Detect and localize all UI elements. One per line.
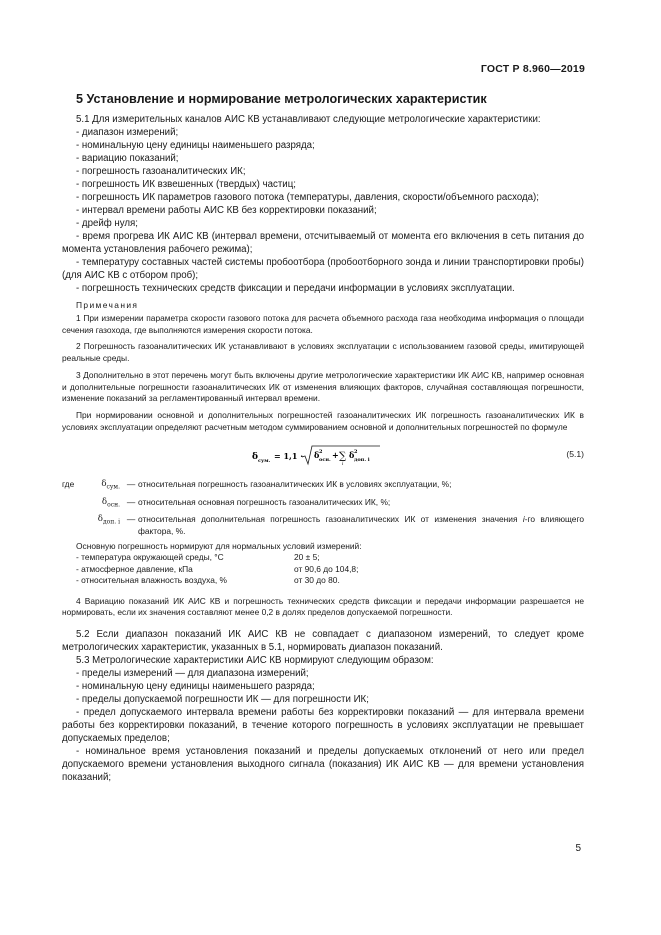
- clause-5-1-list: [62, 126, 584, 295]
- note-3-continuation: При нормировании основной и дополнительных погрешностей газоаналитических ИК погрешность газоаналитических ИК в условиях эксплуатации определяют расчетным методом суммированием основной и дополнительных погрешностей по формуле: [62, 409, 584, 432]
- section-title: 5 Установление и нормирование метрологических характеристик: [76, 92, 487, 106]
- condition-value: 20 ± 5;: [294, 552, 320, 563]
- condition-name: - атмосферное давление, кПа: [76, 563, 193, 574]
- formula-legend: [62, 479, 584, 537]
- legend-dash: —: [126, 514, 136, 525]
- legend-text-part: -го влияющего фактора, %.: [138, 514, 584, 536]
- clause-5-3-intro: 5.3 Метрологические характеристики АИС КВ нормируют следующим образом:: [76, 654, 434, 666]
- condition-name: - температура окружающей среды, °С: [76, 552, 224, 563]
- sum-sign: ∑: [339, 451, 347, 463]
- list-item: - интервал времени работы АИС КВ без корректировки показаний;: [76, 205, 377, 216]
- list-item: - температуру составных частей системы пробоотбора (пробоотборного зонда и линии транспортировки пробы) (для АИС КВ с отбором проб);: [62, 257, 584, 281]
- list-item: - дрейф нуля;: [76, 218, 138, 229]
- list-item: - погрешность ИК взвешенных (твердых) частиц;: [76, 179, 296, 190]
- legend-text: относительная погрешность газоаналитических ИК в условиях эксплуатации, %;: [138, 479, 452, 490]
- legend-text-italic: i: [522, 514, 525, 525]
- list-item: - номинальную цену единицы наименьшего разряда;: [76, 680, 315, 692]
- legend-text-part: относительная дополнительная погрешность газоаналитических ИК от изменения значения: [138, 514, 523, 525]
- normal-conditions-intro: Основную погрешность нормируют для нормальных условий измерений:: [76, 540, 362, 551]
- list-item: - пределы допускаемой погрешности ИК — для погрешности ИК;: [76, 693, 369, 705]
- sum-index: i: [342, 462, 344, 468]
- list-item: - номинальную цену единицы наименьшего разряда;: [76, 140, 315, 151]
- formula-term-2: δ: [349, 450, 355, 461]
- formula-term-1-sup: 2: [319, 449, 323, 456]
- legend-text: относительная основная погрешность газоаналитических ИК, %;: [138, 496, 391, 507]
- formula-lhs: δ: [252, 452, 259, 463]
- formula-term-1-sub: осн.: [319, 457, 331, 464]
- legend-row: [62, 514, 584, 537]
- formula-term-2-sub: доп. i: [354, 457, 370, 464]
- list-item: - вариацию показаний;: [76, 153, 179, 164]
- formula-plus: +: [332, 450, 339, 461]
- formula-lhs-sub: сум.: [258, 458, 271, 465]
- condition-name: - относительная влажность воздуха, %: [76, 575, 227, 586]
- condition-value: от 30 до 80.: [294, 575, 340, 586]
- legend-text: [138, 514, 584, 537]
- condition-row: [62, 564, 584, 575]
- legend-symbol: δ: [97, 514, 103, 525]
- legend-symbol-sub: осн.: [107, 501, 120, 509]
- legend-symbol-sub: доп. i: [102, 518, 120, 526]
- condition-row: [62, 552, 584, 563]
- condition-value: от 90,6 до 104,8;: [294, 563, 359, 574]
- list-item: - погрешность газоаналитических ИК;: [76, 166, 246, 177]
- list-item: - погрешность технических средств фиксации и передачи информации в условиях эксплуатации.: [76, 283, 515, 294]
- list-item: - погрешность ИК параметров газового потока (температуры, давления, скорости/объемного расхода);: [76, 192, 539, 203]
- equation-number: (5.1): [566, 449, 584, 460]
- note-4: 4 Вариацию показаний ИК АИС КВ и погрешность технических средств фиксации и передачи информации разрешается не нормировать, если их значения составляют менее 0,2 в долях пределов допускаемой погрешности.: [62, 595, 584, 618]
- list-item: - пределы измерений — для диапазона измерений;: [76, 667, 309, 679]
- clause-5-3-list: [62, 667, 584, 784]
- formula-5-1: [252, 443, 382, 467]
- list-item: - диапазон измерений;: [76, 127, 179, 138]
- note-3: 3 Дополнительно в этот перечень могут быть включены другие метрологические характеристики ИК АИС КВ, например основная и дополнительные погрешности газоаналитических ИК от изменения влияющих факторов, случайная составляющая погрешности, изменение показаний за регламентированный интервал времени.: [62, 369, 584, 404]
- legend-symbol: δ: [101, 496, 108, 507]
- clause-5-2: 5.2 Если диапазон показаний ИК АИС КВ не совпадает с диапазоном измерений, то следует кроме метрологических характеристик, указанных в 5.1, нормировать диапазон показаний.: [62, 628, 584, 653]
- document-body: [62, 113, 584, 784]
- list-item: - предел допускаемого интервала времени работы без корректировки показаний — для интервала времени работы без корректировки показаний, в течение которого погрешность в условиях эксплуатации не превышает допускаемых пределов;: [62, 706, 584, 744]
- formula-block: [62, 441, 584, 469]
- formula-coefficient: = 1,1 ·: [274, 451, 303, 462]
- legend-prefix: где: [62, 479, 75, 490]
- list-item: - номинальное время установления показаний и пределы допускаемых отклонений от него или предел допускаемого времени установления выходного сигнала (показания) ИК АИС КВ — для времени установления показаний;: [62, 745, 584, 783]
- legend-dash: —: [126, 496, 136, 507]
- note-1: 1 При измерении параметра скорости газового потока для расчета объемного расхода газа необходима информация о площади сечения газохода, где выполняются измерения скорости потока.: [62, 313, 584, 335]
- list-item: - время прогрева ИК АИС КВ (интервал времени, отсчитываемый от момента его включения в сеть питания до момента установления рабочего режима);: [62, 231, 584, 255]
- normal-conditions-list: [62, 552, 584, 586]
- legend-row: [62, 479, 584, 493]
- condition-row: [62, 575, 584, 586]
- legend-symbol-sub: сум.: [106, 484, 120, 492]
- document-id-header: ГОСТ Р 8.960—2019: [480, 63, 585, 75]
- formula-term-1: δ: [314, 450, 320, 461]
- clause-5-1-intro: 5.1 Для измерительных каналов АИС КВ устанавливают следующие метрологические характеристики:: [76, 114, 541, 125]
- legend-dash: —: [126, 479, 136, 490]
- formula-term-2-sup: 2: [354, 449, 358, 456]
- page-number: 5: [575, 843, 581, 854]
- note-2: 2 Погрешность газоаналитических ИК устанавливают в условиях эксплуатации с использованием газовой среды, имитирующей реальные среды.: [62, 341, 584, 364]
- notes-heading: Примечания: [76, 300, 139, 310]
- legend-symbol: δ: [101, 479, 107, 490]
- legend-row: [62, 497, 584, 511]
